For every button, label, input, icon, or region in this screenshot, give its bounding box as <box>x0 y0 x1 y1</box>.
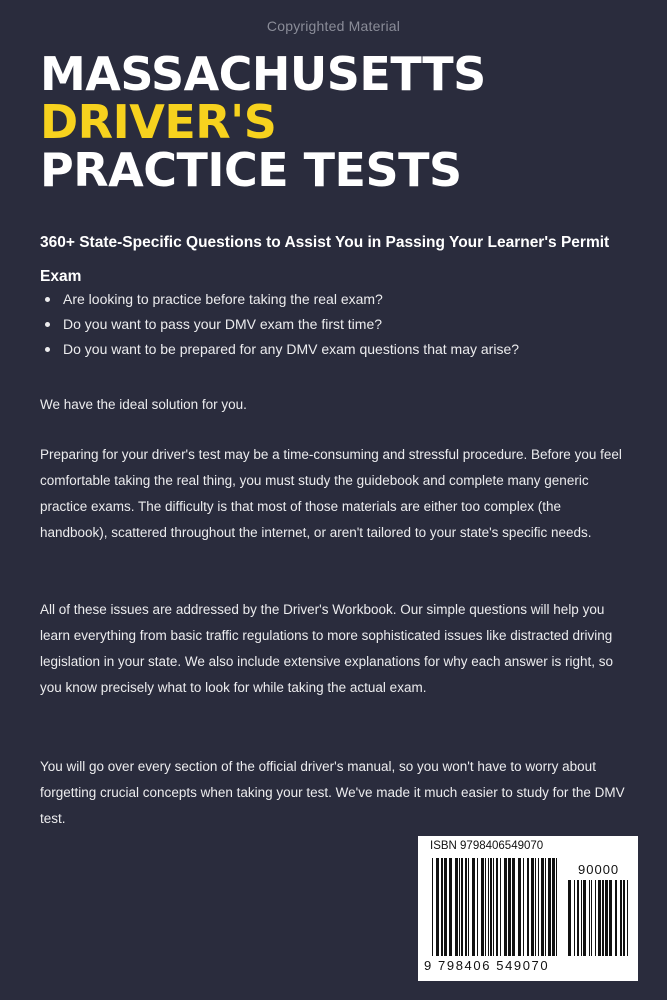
book-title <box>40 47 486 197</box>
paragraph-manual: You will go over every section of the official driver's manual, so you won't have to worry about forgetting crucial concepts when taking your test. We've made it much easier to study for the DMV test. <box>40 759 625 826</box>
subtitle: 360+ State-Specific Questions to Assist You in Passing Your Learner's Permit Exam <box>40 234 610 285</box>
bullet-item: Do you want to pass your DMV exam the first time? <box>40 312 640 337</box>
copyright-watermark-top: Copyrighted Material <box>266 18 401 34</box>
paragraph-preparing: Preparing for your driver's test may be a time-consuming and stressful procedure. Before you feel comfortable taking the real thing, you must study the guidebook and complete many generic practice exams. The difficulty is that most of those materials are either too complex (the handbook), scattered throughout the internet, or aren't tailored to your state's specific needs. <box>40 447 622 540</box>
bullet-list <box>40 287 640 362</box>
barcode-digits: 9 798406 549070 <box>424 958 550 973</box>
price-code: 90000 <box>578 862 620 877</box>
title-line-1: MASSACHUSETTS <box>40 47 486 101</box>
paragraph-workbook: All of these issues are addressed by the Driver's Workbook. Our simple questions will help you learn everything from basic traffic regulations to more sophisticated issues like distracted driving legislation in your state. We also include extensive explanations for why each answer is right, so you know precisely what to look for while taking the actual exam. <box>40 602 614 695</box>
title-line-2: DRIVER'S <box>40 95 277 149</box>
isbn-label: ISBN 9798406549070 <box>430 840 544 852</box>
bullet-item: Do you want to be prepared for any DMV exam questions that may arise? <box>40 337 640 362</box>
paragraph-intro: We have the ideal solution for you. <box>40 397 247 412</box>
title-line-3: PRACTICE TESTS <box>40 143 462 197</box>
isbn-barcode <box>418 836 638 981</box>
bullet-item: Are looking to practice before taking the real exam? <box>40 287 640 312</box>
